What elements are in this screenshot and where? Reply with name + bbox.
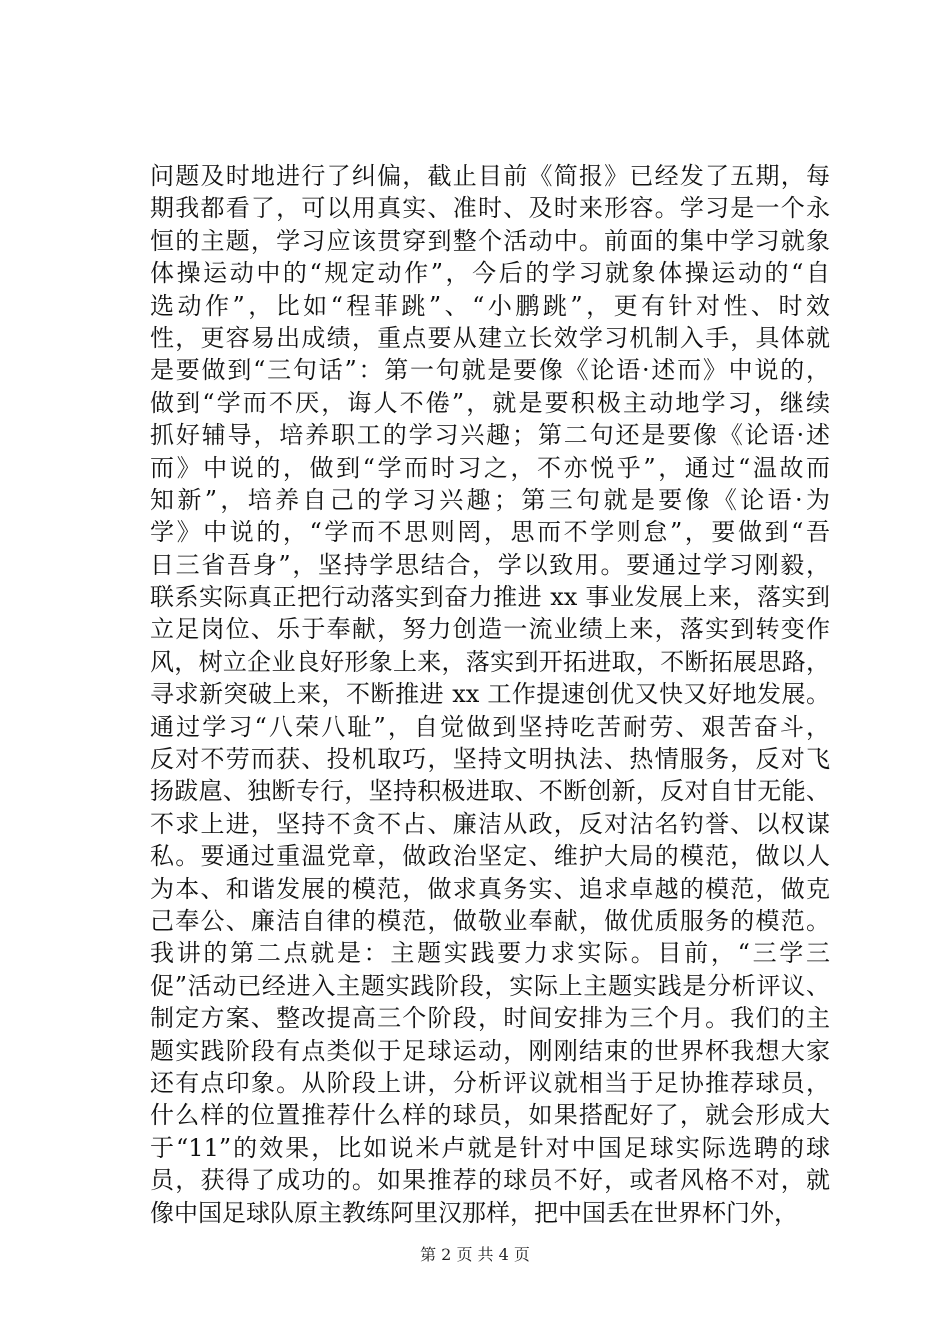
text-line: 什么样的位置推荐什么样的球员，如果搭配好了，就会形成大 bbox=[150, 1101, 830, 1130]
text-line: 员，获得了成功的。如果推荐的球员不好，或者风格不对，就 bbox=[150, 1166, 830, 1195]
text-line: 联系实际真正把行动落实到奋力推进 xx 事业发展上来，落实到 bbox=[150, 583, 830, 612]
text-line: 性，更容易出成绩，重点要从建立长效学习机制入手，具体就 bbox=[150, 323, 830, 352]
text-line: 私。要通过重温党章，做政治坚定、维护大局的模范，做以人 bbox=[150, 842, 830, 871]
text-line: 而》中说的，做到“学而时习之，不亦悦乎”，通过“温故而 bbox=[150, 453, 830, 482]
text-line: 是要做到“三句话”：第一句就是要像《论语·述而》中说的， bbox=[150, 356, 830, 385]
body-text bbox=[150, 160, 830, 1229]
text-line: 立足岗位、乐于奉献，努力创造一流业绩上来，落实到转变作 bbox=[150, 615, 830, 644]
text-line: 体操运动中的“规定动作”，今后的学习就象体操运动的“自 bbox=[150, 259, 830, 288]
text-line: 扬跋扈、独断专行，坚持积极进取、不断创新，反对自甘无能、 bbox=[150, 777, 830, 806]
text-line: 风，树立企业良好形象上来，落实到开拓进取，不断拓展思路， bbox=[150, 647, 830, 676]
text-line: 做到“学而不厌，诲人不倦”，就是要积极主动地学习，继续 bbox=[150, 388, 830, 417]
text-line: 我讲的第二点就是：主题实践要力求实际。目前，“三学三 bbox=[150, 939, 830, 968]
text-line: 抓好辅导，培养职工的学习兴趣；第二句还是要像《论语·述 bbox=[150, 421, 830, 450]
text-line: 恒的主题，学习应该贯穿到整个活动中。前面的集中学习就象 bbox=[150, 226, 830, 255]
text-line: 日三省吾身”，坚持学思结合，学以致用。要通过学习刚毅， bbox=[150, 550, 830, 579]
text-line: 寻求新突破上来，不断推进 xx 工作提速创优又快又好地发展。 bbox=[150, 680, 830, 709]
text-line: 己奉公、廉洁自律的模范，做敬业奉献，做优质服务的模范。 bbox=[150, 906, 830, 935]
text-line: 反对不劳而获、投机取巧，坚持文明执法、热情服务，反对飞 bbox=[150, 745, 830, 774]
text-line: 题实践阶段有点类似于足球运动，刚刚结束的世界杯我想大家 bbox=[150, 1036, 830, 1065]
text-line: 问题及时地进行了纠偏，截止目前《简报》已经发了五期，每 bbox=[150, 162, 830, 190]
text-line: 期我都看了，可以用真实、准时、及时来形容。学习是一个永 bbox=[150, 194, 830, 223]
text-line: 于“11”的效果，比如说米卢就是针对中国足球实际选聘的球 bbox=[150, 1133, 830, 1162]
text-line: 为本、和谐发展的模范，做求真务实、追求卓越的模范，做克 bbox=[150, 874, 830, 903]
text-line: 还有点印象。从阶段上讲，分析评议就相当于足协推荐球员， bbox=[150, 1068, 830, 1097]
text-line: 促”活动已经进入主题实践阶段，实际上主题实践是分析评议、 bbox=[150, 971, 830, 1000]
text-line: 像中国足球队原主教练阿里汉那样，把中国丢在世界杯门外， bbox=[150, 1198, 798, 1227]
text-line: 通过学习“八荣八耻”，自觉做到坚持吃苦耐劳、艰苦奋斗， bbox=[150, 712, 830, 741]
page-footer: 第 2 页 共 4 页 bbox=[420, 1245, 530, 1264]
text-line: 选动作”，比如“程菲跳”、“小鹏跳”，更有针对性、时效 bbox=[150, 291, 830, 320]
text-line: 学》中说的，“学而不思则罔，思而不学则怠”，要做到“吾 bbox=[150, 518, 830, 547]
text-line: 不求上进，坚持不贪不占、廉洁从政，反对沽名钓誉、以权谋 bbox=[150, 809, 830, 838]
text-line: 制定方案、整改提高三个阶段，时间安排为三个月。我们的主 bbox=[150, 1004, 830, 1033]
text-line: 知新”，培养自己的学习兴趣；第三句就是要像《论语·为 bbox=[150, 485, 830, 514]
